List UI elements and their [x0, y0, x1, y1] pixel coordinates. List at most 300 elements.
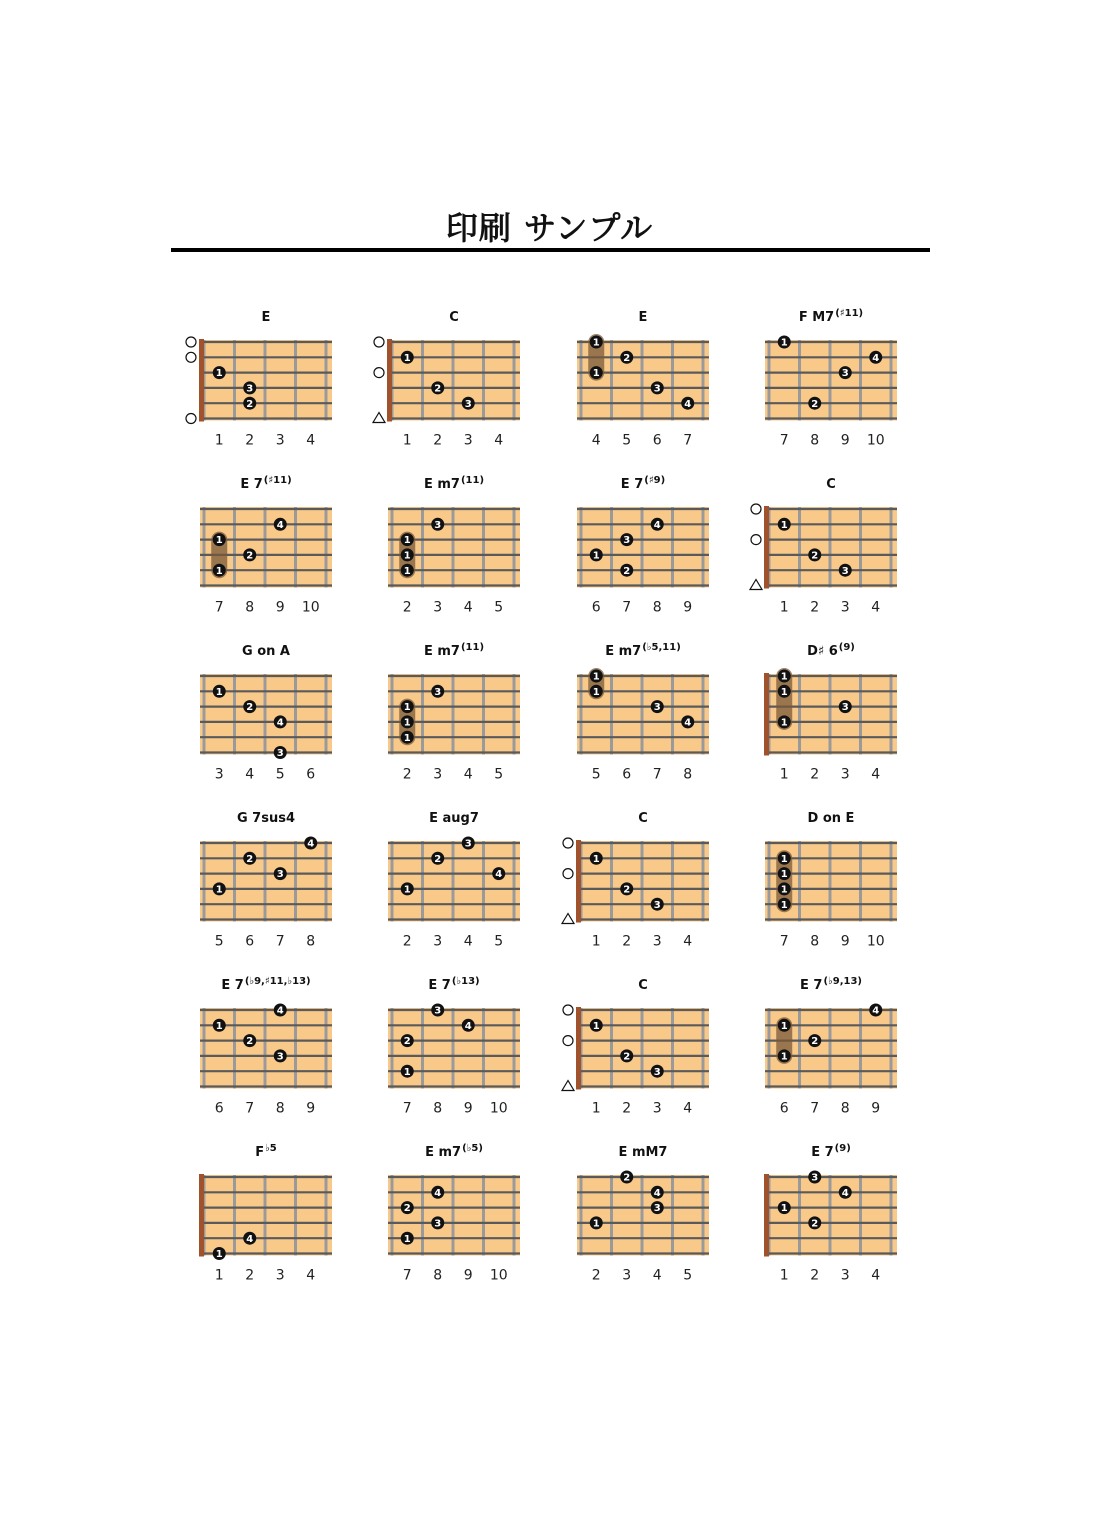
finger-dot	[620, 351, 633, 364]
finger-dot	[401, 731, 414, 744]
finger-number: 3	[841, 368, 849, 380]
finger-number: 2	[434, 853, 442, 865]
finger-number: 4	[307, 838, 315, 850]
fretboard-svg	[737, 646, 925, 806]
open-string-icon	[563, 869, 573, 879]
finger-dot	[431, 852, 444, 865]
chord-diagram	[549, 312, 737, 472]
finger-dot	[808, 397, 821, 410]
fretboard-svg	[549, 1147, 737, 1307]
fret-number-label: 3	[652, 933, 662, 950]
finger-number: 1	[780, 853, 788, 865]
chord-name-extension: (9)	[838, 642, 855, 653]
finger-number: 2	[434, 383, 442, 395]
finger-dot	[778, 882, 791, 895]
open-string-icon	[186, 337, 196, 347]
fret-number-label: 6	[652, 432, 662, 449]
finger-dot	[778, 898, 791, 911]
finger-dot	[681, 397, 694, 410]
finger-dot	[213, 882, 226, 895]
nut	[764, 673, 769, 756]
fret-number-label: 8	[306, 933, 316, 950]
fret-number-label: 6	[591, 599, 601, 616]
fret-number-label: 4	[494, 432, 504, 449]
finger-dot	[401, 1034, 414, 1047]
finger-dot	[778, 685, 791, 698]
finger-number: 2	[623, 884, 631, 896]
finger-dot	[243, 852, 256, 865]
fret-number-label: 6	[622, 766, 632, 783]
finger-number: 1	[592, 1020, 600, 1032]
chord-diagram	[360, 1143, 548, 1307]
finger-number: 1	[780, 671, 788, 683]
finger-dot	[869, 351, 882, 364]
chord-name-extension: ♭5	[265, 1143, 277, 1154]
fret-number-label: 7	[810, 1100, 820, 1117]
finger-dot	[839, 564, 852, 577]
fretboard-svg	[172, 646, 360, 806]
chord-name-root: E 7	[428, 978, 451, 993]
fret-number-label: 10	[301, 599, 320, 616]
fretboard-svg	[172, 312, 360, 472]
chord-name-extension: (11)	[460, 475, 485, 486]
fret-number-label: 10	[866, 933, 885, 950]
chord-name-root: E mM7	[618, 1145, 668, 1160]
chord-diagram	[172, 976, 360, 1140]
finger-number: 1	[403, 717, 411, 729]
fret-number-label: 5	[494, 933, 504, 950]
finger-dot	[401, 564, 414, 577]
fret-number-label: 8	[652, 599, 662, 616]
fret-number-label: 9	[463, 1267, 473, 1284]
finger-number: 2	[246, 398, 254, 410]
triangle-marker-icon	[562, 1081, 574, 1091]
finger-number: 1	[403, 1066, 411, 1078]
finger-number: 4	[841, 1187, 849, 1199]
finger-number: 4	[434, 1187, 442, 1199]
finger-number: 4	[684, 398, 692, 410]
fret-number-label: 3	[275, 1267, 285, 1284]
finger-number: 3	[464, 398, 472, 410]
open-string-icon	[563, 1005, 573, 1015]
finger-number: 4	[653, 519, 661, 531]
finger-number: 1	[592, 337, 600, 349]
open-string-icon	[751, 504, 761, 514]
open-string-icon	[563, 1036, 573, 1046]
finger-dot	[274, 1004, 287, 1017]
finger-number: 1	[403, 352, 411, 364]
fret-number-label: 1	[591, 933, 601, 950]
finger-number: 3	[464, 838, 472, 850]
fretboard-svg	[737, 479, 925, 639]
fret-number-label: 3	[433, 766, 443, 783]
chord-name-extension: (♭9,♯11,♭13)	[244, 976, 311, 987]
chord-diagram	[737, 308, 925, 472]
fret-number-label: 6	[306, 766, 316, 783]
finger-dot	[492, 867, 505, 880]
fret-number-label: 2	[622, 933, 632, 950]
chord-diagram	[549, 813, 737, 973]
chord-name-extension: (♭5,11)	[642, 642, 681, 653]
finger-number: 1	[403, 702, 411, 714]
chord-diagram	[360, 976, 548, 1140]
finger-number: 4	[653, 1187, 661, 1199]
finger-dot	[651, 1186, 664, 1199]
finger-number: 1	[215, 884, 223, 896]
finger-dot	[808, 1216, 821, 1229]
chord-name-extension: (♯9)	[644, 475, 666, 486]
chord-name-root: E m7	[423, 644, 460, 659]
finger-dot	[401, 882, 414, 895]
open-string-icon	[186, 352, 196, 362]
finger-dot	[590, 548, 603, 561]
finger-number: 1	[215, 1020, 223, 1032]
fret-number-label: 8	[683, 766, 693, 783]
fretboard-svg	[737, 813, 925, 973]
fret-number-label: 7	[402, 1267, 412, 1284]
chord-name-root: E	[261, 310, 271, 325]
finger-number: 4	[684, 717, 692, 729]
finger-dot	[590, 670, 603, 683]
open-string-icon	[374, 337, 384, 347]
finger-number: 1	[780, 337, 788, 349]
fretboard-svg	[360, 479, 548, 639]
finger-number: 4	[246, 1233, 254, 1245]
finger-dot	[274, 518, 287, 531]
finger-number: 3	[434, 519, 442, 531]
finger-dot	[431, 685, 444, 698]
fret-number-label: 1	[779, 599, 789, 616]
fret-number-label: 9	[306, 1100, 316, 1117]
chord-diagram	[549, 475, 737, 639]
finger-number: 3	[276, 1051, 284, 1063]
finger-dot	[651, 1201, 664, 1214]
fret-number-label: 1	[591, 1100, 601, 1117]
finger-dot	[213, 1019, 226, 1032]
finger-dot	[778, 518, 791, 531]
fret-number-label: 9	[683, 599, 693, 616]
finger-number: 3	[276, 748, 284, 760]
finger-dot	[620, 1171, 633, 1184]
chord-name-root: C	[638, 811, 648, 826]
finger-number: 3	[653, 899, 661, 911]
triangle-marker-icon	[373, 413, 385, 423]
finger-dot	[462, 397, 475, 410]
finger-dot	[590, 685, 603, 698]
fret-number-label: 2	[245, 1267, 255, 1284]
fret-number-label: 1	[779, 766, 789, 783]
finger-number: 2	[623, 352, 631, 364]
finger-dot	[213, 533, 226, 546]
finger-number: 2	[403, 1036, 411, 1048]
finger-number: 3	[653, 1066, 661, 1078]
chord-diagram	[737, 642, 925, 806]
fret-number-label: 3	[622, 1267, 632, 1284]
finger-number: 1	[592, 686, 600, 698]
finger-number: 2	[246, 550, 254, 562]
fretboard-svg	[737, 1147, 925, 1307]
finger-number: 2	[246, 702, 254, 714]
fret-number-label: 4	[306, 1267, 316, 1284]
fret-number-label: 9	[840, 933, 850, 950]
fret-number-label: 7	[683, 432, 693, 449]
fret-number-label: 8	[840, 1100, 850, 1117]
finger-dot	[274, 715, 287, 728]
fretboard-svg	[549, 646, 737, 806]
fretboard-svg	[172, 479, 360, 639]
finger-number: 4	[872, 1005, 880, 1017]
finger-number: 3	[841, 565, 849, 577]
fret-number-label: 3	[433, 599, 443, 616]
finger-dot	[808, 1171, 821, 1184]
fret-number-label: 10	[489, 1100, 508, 1117]
finger-number: 3	[653, 383, 661, 395]
finger-dot	[590, 1216, 603, 1229]
fret-number-label: 1	[402, 432, 412, 449]
chord-name-root: G 7sus4	[236, 811, 296, 826]
finger-number: 1	[592, 550, 600, 562]
fret-number-label: 1	[214, 1267, 224, 1284]
finger-dot	[778, 336, 791, 349]
finger-dot	[401, 533, 414, 546]
finger-dot	[590, 336, 603, 349]
finger-number: 1	[780, 899, 788, 911]
finger-number: 4	[464, 1020, 472, 1032]
finger-number: 3	[653, 1203, 661, 1215]
chord-name-root: E m7	[605, 644, 642, 659]
fret-number-label: 6	[214, 1100, 224, 1117]
finger-dot	[401, 351, 414, 364]
finger-dot	[651, 518, 664, 531]
fret-number-label: 5	[683, 1267, 693, 1284]
chord-diagram	[737, 813, 925, 973]
finger-number: 3	[434, 1005, 442, 1017]
fretboard-svg	[549, 980, 737, 1140]
chord-diagram	[172, 475, 360, 639]
fret-number-label: 3	[840, 766, 850, 783]
finger-number: 3	[246, 383, 254, 395]
finger-dot	[651, 1065, 664, 1078]
finger-dot	[590, 852, 603, 865]
finger-number: 4	[276, 1005, 284, 1017]
finger-number: 3	[653, 702, 661, 714]
finger-number: 1	[215, 686, 223, 698]
finger-dot	[869, 1004, 882, 1017]
finger-number: 1	[592, 671, 600, 683]
chord-name-root: F	[255, 1145, 265, 1160]
open-string-icon	[563, 838, 573, 848]
finger-number: 1	[780, 1051, 788, 1063]
chord-diagram	[360, 642, 548, 806]
fret-number-label: 4	[652, 1267, 662, 1284]
finger-dot	[243, 1034, 256, 1047]
fret-number-label: 9	[275, 599, 285, 616]
chord-name-root: D♯ 6	[807, 644, 838, 659]
finger-dot	[778, 715, 791, 728]
open-string-icon	[751, 535, 761, 545]
fretboard-svg	[172, 980, 360, 1140]
finger-dot	[431, 1216, 444, 1229]
fret-number-label: 4	[683, 933, 693, 950]
finger-number: 1	[403, 550, 411, 562]
chord-diagram	[737, 1143, 925, 1307]
fret-number-label: 4	[871, 766, 881, 783]
finger-number: 2	[246, 853, 254, 865]
fret-number-label: 7	[622, 599, 632, 616]
fret-number-label: 2	[810, 766, 820, 783]
fret-number-label: 9	[871, 1100, 881, 1117]
finger-number: 1	[780, 519, 788, 531]
chord-name-extension: (11)	[460, 642, 485, 653]
fret-number-label: 1	[214, 432, 224, 449]
chord-name-root: E aug7	[429, 811, 479, 826]
finger-dot	[213, 685, 226, 698]
fret-number-label: 7	[275, 933, 285, 950]
fret-number-label: 9	[463, 1100, 473, 1117]
chord-name-root: C	[826, 477, 836, 492]
fret-number-label: 2	[433, 432, 443, 449]
finger-dot	[401, 1201, 414, 1214]
chord-diagram	[549, 642, 737, 806]
finger-dot	[651, 700, 664, 713]
fret-number-label: 10	[866, 432, 885, 449]
fret-number-label: 8	[433, 1100, 443, 1117]
chord-name-root: E 7	[620, 477, 644, 492]
fretboard-svg	[172, 813, 360, 973]
fret-number-label: 2	[810, 1267, 820, 1284]
chord-name-root: E m7	[423, 477, 460, 492]
finger-dot	[651, 898, 664, 911]
fret-number-label: 5	[622, 432, 632, 449]
nut	[199, 339, 204, 422]
chord-name-root: E 7	[800, 978, 823, 993]
finger-dot	[401, 1065, 414, 1078]
finger-dot	[620, 1049, 633, 1062]
fret-number-label: 6	[245, 933, 255, 950]
finger-number: 1	[403, 565, 411, 577]
open-string-icon	[186, 414, 196, 424]
finger-dot	[401, 548, 414, 561]
finger-dot	[243, 548, 256, 561]
nut	[576, 840, 581, 923]
chord-diagram	[172, 312, 360, 472]
finger-dot	[590, 1019, 603, 1032]
fret-number-label: 3	[275, 432, 285, 449]
chord-name-extension: (♭9,13)	[823, 976, 862, 987]
finger-number: 1	[215, 535, 223, 547]
fret-number-label: 7	[245, 1100, 255, 1117]
finger-dot	[304, 837, 317, 850]
fret-number-label: 4	[306, 432, 316, 449]
fret-number-label: 10	[489, 1267, 508, 1284]
finger-dot	[462, 837, 475, 850]
chord-diagram	[549, 980, 737, 1140]
fret-number-label: 7	[214, 599, 224, 616]
chord-name-root: E 7	[221, 978, 244, 993]
finger-dot	[431, 1186, 444, 1199]
finger-number: 3	[434, 1218, 442, 1230]
triangle-marker-icon	[562, 914, 574, 924]
finger-number: 4	[276, 717, 284, 729]
nut	[764, 506, 769, 589]
fretboard-svg	[172, 1147, 360, 1307]
finger-number: 2	[403, 1203, 411, 1215]
finger-number: 2	[811, 1036, 819, 1048]
fret-number-label: 3	[433, 933, 443, 950]
finger-dot	[213, 564, 226, 577]
fret-number-label: 8	[245, 599, 255, 616]
finger-dot	[620, 564, 633, 577]
chord-name-root: G on A	[242, 644, 290, 659]
finger-number: 3	[841, 702, 849, 714]
finger-number: 1	[215, 368, 223, 380]
finger-number: 3	[811, 1172, 819, 1184]
finger-dot	[590, 366, 603, 379]
finger-dot	[431, 1004, 444, 1017]
finger-number: 1	[780, 1020, 788, 1032]
chord-diagram	[172, 1143, 360, 1307]
finger-dot	[620, 533, 633, 546]
chord-name-root: F M7	[798, 310, 835, 325]
chord-name-extension: (♯11)	[263, 475, 292, 486]
finger-number: 2	[811, 1218, 819, 1230]
finger-dot	[243, 381, 256, 394]
chord-name-root: D on E	[807, 811, 855, 826]
fretboard-svg	[360, 312, 548, 472]
nut	[576, 1007, 581, 1090]
chord-name-root: E 7	[240, 477, 263, 492]
fret-number-label: 6	[779, 1100, 789, 1117]
fret-number-label: 3	[840, 599, 850, 616]
finger-dot	[778, 1049, 791, 1062]
finger-dot	[778, 852, 791, 865]
chord-name-extension: (9)	[834, 1143, 851, 1154]
chord-diagram	[737, 976, 925, 1140]
finger-dot	[808, 1034, 821, 1047]
finger-dot	[839, 366, 852, 379]
fretboard-svg	[360, 1147, 548, 1307]
fret-number-label: 5	[494, 766, 504, 783]
finger-dot	[213, 1247, 226, 1260]
chord-diagram	[360, 475, 548, 639]
fret-number-label: 3	[214, 766, 224, 783]
finger-number: 3	[434, 686, 442, 698]
fret-number-label: 8	[810, 432, 820, 449]
chord-name-root: C	[449, 310, 459, 325]
fret-number-label: 7	[402, 1100, 412, 1117]
finger-dot	[651, 381, 664, 394]
finger-number: 1	[780, 1203, 788, 1215]
fret-number-label: 4	[871, 1267, 881, 1284]
fret-number-label: 3	[463, 432, 473, 449]
finger-number: 1	[780, 717, 788, 729]
open-string-icon	[374, 368, 384, 378]
finger-number: 2	[811, 550, 819, 562]
fret-number-label: 8	[275, 1100, 285, 1117]
chord-diagram	[737, 479, 925, 639]
fret-number-label: 2	[402, 933, 412, 950]
finger-dot	[778, 867, 791, 880]
chord-diagram	[172, 813, 360, 973]
finger-number: 3	[276, 869, 284, 881]
chord-name-root: C	[638, 978, 648, 993]
finger-dot	[243, 700, 256, 713]
finger-dot	[243, 1232, 256, 1245]
chord-name-extension: (♭13)	[451, 976, 480, 987]
chord-name-root: E m7	[425, 1145, 462, 1160]
fret-number-label: 8	[810, 933, 820, 950]
fret-number-label: 2	[402, 766, 412, 783]
